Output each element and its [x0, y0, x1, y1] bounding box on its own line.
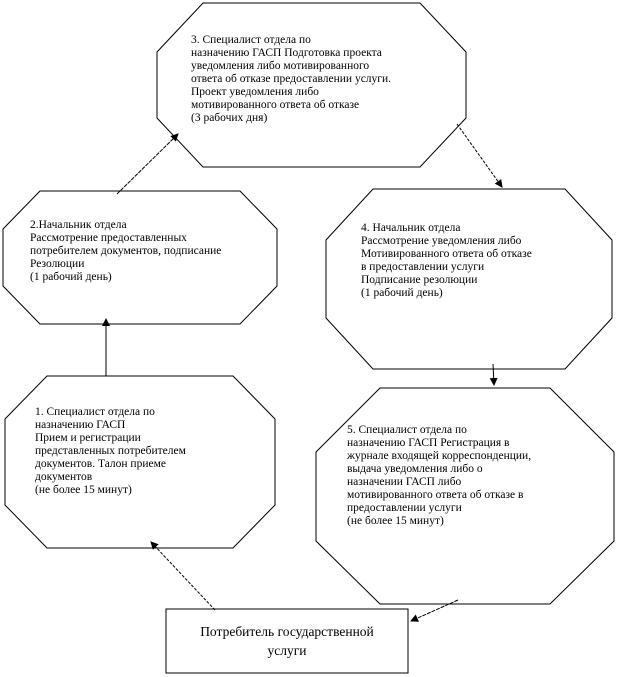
- step1-text: 1. Специалист отдела по назначению ГАСП Прием и регистрации представленных потребителем документов. Талон приеме документов (не более 15 минут): [35, 406, 186, 496]
- step2-text: 2.Начальник отдела Рассмотрение предоставленных потребителем документов, подписание Резолюции (1 рабочий день): [30, 219, 222, 283]
- step5-text: 5. Специалист отдела по назначению ГАСП Регистрация в журнале входящей корреспонденции, выдача уведомления либо о назначении ГАСП либо мотивированного ответа об отказе в предоставлении услуги (не более 15 минут): [347, 424, 532, 527]
- arrow-step3-to-step4: [457, 124, 502, 187]
- step3-text: 3. Специалист отдела по назначению ГАСП Подготовка проекта уведомления либо мотивированного ответа об отказе предоставлении услуги. Проект уведомления либо мотивированного ответа об отказе (3 рабочих дня): [191, 34, 392, 124]
- consumer-label: Потребитель государственной услуги: [200, 624, 374, 658]
- arrow-consumer-to-step1: [151, 542, 215, 610]
- arrow-step2-to-step3: [117, 134, 178, 194]
- step4-text: 4. Начальник отдела Рассмотрение уведомления либо Мотивированного ответа об отказе в предоставлении услуги Подписание резолюции (1 рабочий день): [361, 222, 532, 299]
